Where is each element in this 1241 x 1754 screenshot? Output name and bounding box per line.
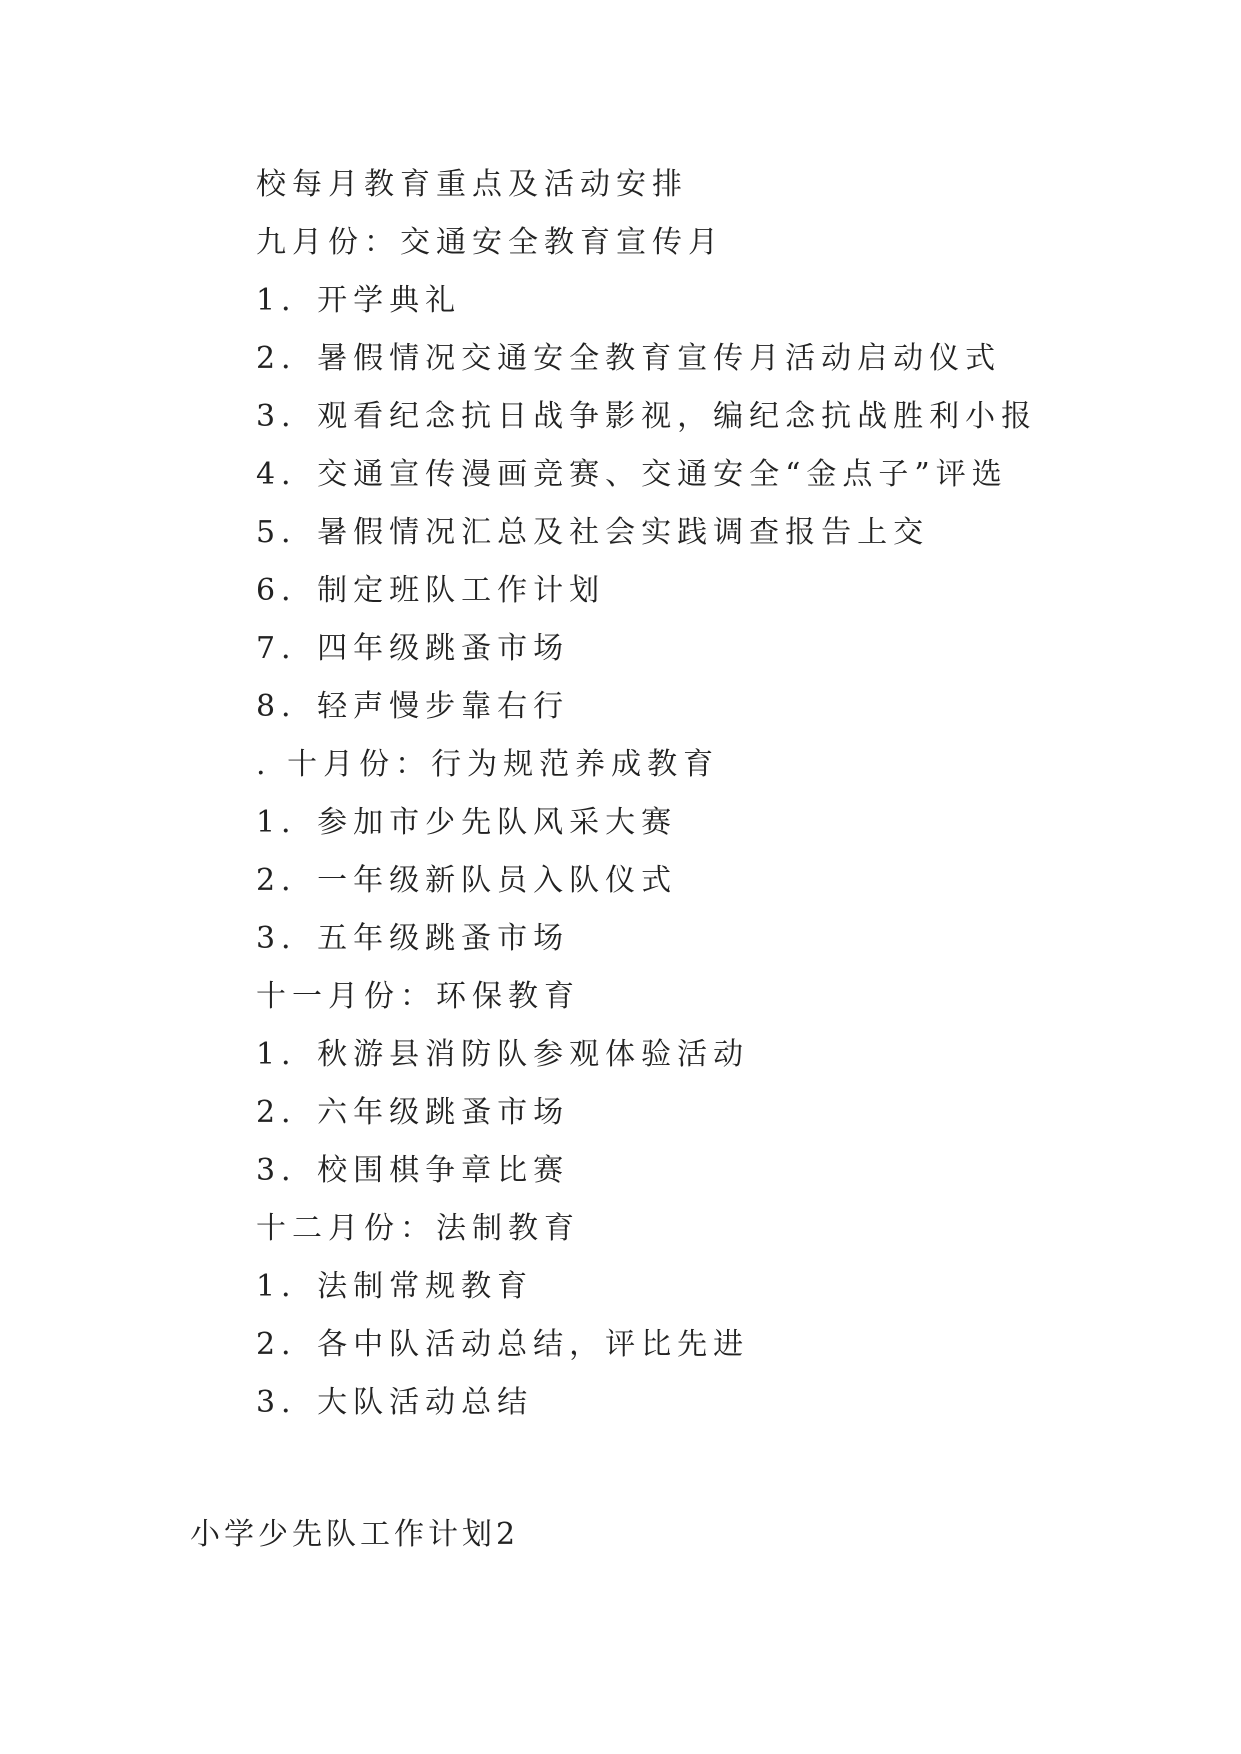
month-heading-november: 十一月份：环保教育 — [256, 979, 580, 1014]
list-item: 3．五年级跳蚤市场 — [256, 921, 570, 956]
list-item: 3．观看纪念抗日战争影视，编纪念抗战胜利小报 — [256, 399, 1038, 434]
list-item: 3．大队活动总结 — [256, 1385, 534, 1420]
section-heading: 小学少先队工作计划2 — [190, 1517, 520, 1552]
list-item: 2．六年级跳蚤市场 — [256, 1095, 570, 1130]
month-heading-september: 九月份：交通安全教育宣传月 — [256, 225, 724, 260]
list-item: 1．参加市少先队风采大赛 — [256, 805, 678, 840]
list-item: 2．各中队活动总结，评比先进 — [256, 1327, 750, 1362]
document-title: 校每月教育重点及活动安排 — [256, 167, 688, 202]
list-item: 2．暑假情况交通安全教育宣传月活动启动仪式 — [256, 341, 1002, 376]
document-body — [256, 156, 1156, 1432]
list-item: 1．秋游县消防队参观体验活动 — [256, 1037, 750, 1072]
month-heading-december: 十二月份：法制教育 — [256, 1211, 580, 1246]
list-item: 6．制定班队工作计划 — [256, 573, 606, 608]
list-item: 1．开学典礼 — [256, 283, 462, 318]
list-item: 7．四年级跳蚤市场 — [256, 631, 570, 666]
list-item: 4．交通宣传漫画竞赛、交通安全“金点子”评选 — [256, 457, 1008, 492]
list-item: 2．一年级新队员入队仪式 — [256, 863, 678, 898]
list-item: 5．暑假情况汇总及社会实践调查报告上交 — [256, 515, 930, 550]
list-item: 1．法制常规教育 — [256, 1269, 534, 1304]
list-item: 8．轻声慢步靠右行 — [256, 689, 570, 724]
list-item: 3．校围棋争章比赛 — [256, 1153, 570, 1188]
month-heading-october: . 十月份：行为规范养成教育 — [256, 747, 720, 782]
